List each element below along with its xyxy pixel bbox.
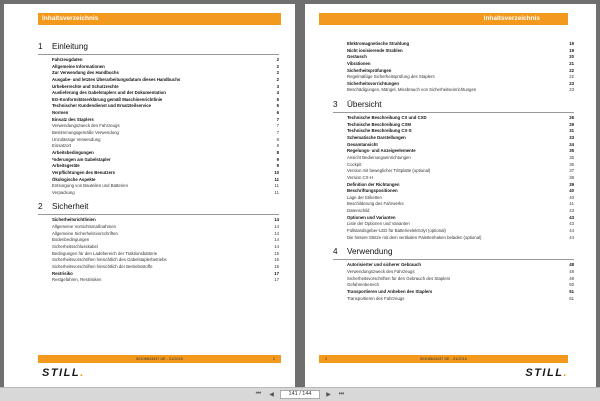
toc-entry[interactable]	[333, 74, 574, 81]
toc-entry[interactable]	[333, 61, 574, 68]
toc-entry-title: Beschriftungspositionen	[347, 188, 398, 194]
toc-entry-title: Ausgabe- und letztes Überarbeitungsdatum dieses Handbuchs	[52, 76, 181, 82]
toc-entry[interactable]	[38, 137, 279, 144]
toc-entry[interactable]	[333, 296, 574, 303]
toc-entry[interactable]	[38, 190, 279, 197]
logo-text: STILL	[42, 367, 81, 379]
toc-entry[interactable]	[333, 182, 574, 189]
toc-entry[interactable]	[38, 244, 279, 251]
toc-entry-page: 20	[569, 54, 574, 60]
toc-entry-page: 11	[274, 189, 279, 195]
toc-entry-page: 3	[276, 83, 279, 89]
toc-entry-title: Technische Beschreibung CX-S	[347, 128, 412, 134]
toc-entry-title: Beschädigungen, Mängel, Missbrauch von Sicherheitseinrichtungen	[347, 87, 477, 93]
page-footer	[319, 355, 568, 363]
toc-entry-page: 14	[274, 224, 279, 230]
toc-entry[interactable]	[333, 221, 574, 228]
toc-entry-title: Elektromagnetische Strahlung	[347, 41, 410, 46]
toc-entry-title: Einsatzort	[52, 143, 72, 149]
toc-entry-title: Sicherheitsvorschriften hinsichtlich des Gabelstaplerbetriebs	[52, 257, 167, 263]
toc-entry-title: Sicherheitsvorschriften hinsichtlich der Betriebsstoffe	[52, 263, 153, 269]
toc-entry-title: Geräusch	[347, 54, 367, 60]
toc-entry[interactable]	[333, 276, 574, 283]
toc-entry-page: 5	[276, 103, 279, 109]
toc-entry-page: 37	[569, 168, 574, 174]
chapter-heading[interactable]	[333, 247, 574, 256]
page-indicator[interactable]: 141 / 144	[280, 390, 320, 399]
toc-entry-title: Regelungs- und Anzeigeelemente	[347, 148, 416, 154]
toc-entry-page: 22	[569, 74, 574, 80]
toc-entry[interactable]	[333, 128, 574, 135]
toc-entry-page: 8	[276, 149, 279, 155]
toc-entry[interactable]	[38, 103, 279, 110]
toc-entry-title: Die hintere Stütze mit dem vertikalen Palettenhaken beladen (optional)	[347, 234, 482, 240]
toc-entry-title: EG-Konformitätserklärung gemäß Maschinenrichtlinie	[52, 96, 163, 102]
toc-entry-title: Auslieferung des Gabelstaplers und der Dokumentation	[52, 90, 166, 96]
toc-entry[interactable]	[333, 41, 574, 48]
toc-entry[interactable]	[38, 57, 279, 64]
toc-entry-page: 48	[569, 275, 574, 281]
toc-entry-page: 43	[569, 214, 574, 220]
toc-entry[interactable]	[333, 235, 574, 242]
toc-entry[interactable]	[38, 143, 279, 150]
toc-entry[interactable]	[333, 269, 574, 276]
still-logo: STILL.	[42, 367, 85, 379]
toc-entry-title: Autorisierter und sicherer Gebrauch	[347, 262, 422, 268]
toc-entry-title: Verwendungszweck des Fahrzeugs	[347, 268, 415, 274]
toc-entry-title: Entsorgung von Bauteilen und Batterien	[52, 183, 128, 189]
logo-text: STILL	[525, 367, 564, 379]
toc-entry-title: Sicherheitsvorrichtungen	[347, 80, 400, 86]
chapter-title: Verwendung	[347, 247, 393, 257]
toc-entry-page: 9	[276, 163, 279, 169]
toc-entry[interactable]	[333, 155, 574, 162]
toc-entry-page: 34	[569, 141, 574, 147]
footer-page-number: 2	[325, 357, 328, 361]
toc-entry[interactable]	[333, 81, 574, 88]
toc-entry-title: Urheberrechte und Schutzrechte	[52, 83, 119, 89]
left-page	[4, 4, 295, 387]
toc-entry-title: Allgemeine Vorsichtsmaßnahmen	[52, 224, 117, 230]
toc-entry[interactable]	[38, 257, 279, 264]
toc-entry-title: Allgemeine Informationen	[52, 63, 105, 69]
toc-entry-title: Technischer Kundendienst und Ersatzteilservice	[52, 103, 152, 109]
toc-entry-page: 10	[274, 169, 279, 175]
toc-entry-title: Sicherheitsvorschriften für den Gebrauch des Staplers	[347, 275, 451, 281]
toc-entry-title: Vibrationen	[347, 60, 371, 66]
toc-entry-title: Verwendungszweck des Fahrzeugs	[52, 123, 120, 129]
toc-entry[interactable]	[38, 123, 279, 130]
right-page	[305, 4, 596, 387]
toc-entry-title: Bestimmungsgemäße Verwendung	[52, 130, 119, 136]
toc-entry-title: Verpflichtungen des Benutzers	[52, 169, 116, 175]
toc-entry-title: Verpackung	[52, 189, 75, 195]
toc-entry[interactable]	[38, 163, 279, 170]
toc-entry-page: 35	[569, 154, 574, 160]
toc-entry-title: Arbeitsgeräte	[52, 163, 80, 169]
toc-entry-page: 7	[276, 123, 279, 129]
chapter-number: 4	[333, 247, 338, 257]
toc-entry-page: 44	[569, 228, 574, 234]
toc-entry-page: 48	[569, 268, 574, 274]
toc-entry-title: Gesamtansicht	[347, 141, 378, 147]
toc-entry-title: Beschilderung des Fahrwerks	[347, 201, 404, 207]
footer-page-number: 1	[272, 357, 275, 361]
toc-entry[interactable]	[38, 264, 279, 271]
toc-entry-title: Version CX-H	[347, 174, 374, 180]
toc-entry-page: 14	[274, 244, 279, 250]
toc-entry-page: 14	[274, 230, 279, 236]
toc-entry-page: 48	[569, 262, 574, 268]
toc-entry[interactable]	[38, 97, 279, 104]
chapter-number: 1	[38, 42, 43, 51]
toc-entry-title: Technische Beschreibung CXM	[347, 121, 411, 127]
footer-doc-number: 50108643437 DE - 01/2016	[136, 357, 183, 361]
toc-entry-page: 7	[276, 130, 279, 136]
toc-entry-page: 43	[569, 208, 574, 214]
toc-entry-page: 4	[276, 90, 279, 96]
toc-entry[interactable]	[333, 135, 574, 142]
toc-entry[interactable]	[333, 262, 574, 269]
toc-entry-page: 21	[569, 60, 574, 66]
toc-entry-page: 22	[569, 67, 574, 73]
chapter-heading[interactable]	[38, 42, 279, 51]
toc-entry[interactable]	[38, 70, 279, 77]
toc-entry-page: 6	[276, 110, 279, 116]
page-header: Inhaltsverzeichnis	[38, 13, 281, 25]
toc-entry[interactable]	[38, 150, 279, 157]
toc-entry[interactable]	[333, 195, 574, 202]
toc-entry-page: 15	[274, 250, 279, 256]
toc-entry-title: Fahrzeugdaten	[52, 57, 83, 62]
toc-entry[interactable]	[38, 231, 279, 238]
toc-entry-title: Ökologische Aspekte	[52, 176, 96, 182]
toc-entry[interactable]	[38, 84, 279, 91]
toc-entry[interactable]	[333, 201, 574, 208]
toc-entry-title: Allgemeine Sicherheitsvorschriften	[52, 230, 118, 236]
toc-entry[interactable]	[38, 77, 279, 84]
toc-entry-page: 40	[569, 194, 574, 200]
toc-entry[interactable]	[38, 117, 279, 124]
toc-entry[interactable]	[333, 87, 574, 94]
toc-entry-page: 19	[569, 41, 574, 46]
toc-entry-title: Bodenbedingungen	[52, 237, 90, 243]
toc-entry[interactable]	[38, 271, 279, 278]
toc-entry[interactable]	[333, 282, 574, 289]
toc-entry-page: 15	[274, 257, 279, 263]
toc-entry[interactable]	[333, 54, 574, 61]
toc-entry-page: 14	[274, 237, 279, 243]
toc-entry-title: Definition der Richtungen	[347, 181, 400, 187]
toc-entry[interactable]	[38, 110, 279, 117]
toc-entry-page: 23	[569, 87, 574, 93]
chapter-rule	[333, 112, 574, 113]
toc-entry[interactable]	[38, 157, 279, 164]
still-logo: STILL.	[525, 367, 568, 379]
page-footer	[38, 355, 281, 363]
toc-entry-title: Sicherheitsschlusskabel	[52, 244, 98, 250]
last-page-icon[interactable]: ⏭	[338, 391, 345, 397]
toc-entry-title: Liste der Optionen und Varianten	[347, 221, 410, 227]
toc-entry-page: 39	[569, 181, 574, 187]
toc-entry[interactable]	[38, 217, 279, 224]
toc-entry[interactable]	[333, 68, 574, 75]
chapter-number: 3	[333, 100, 338, 110]
toc-entry[interactable]	[333, 142, 574, 149]
toc-entry-page: 36	[569, 161, 574, 167]
toc-entry-title: Füllstandsgeber-LED für Batterieelektrolyt (optional)	[347, 228, 446, 234]
chapter-title: Einleitung	[52, 42, 88, 51]
toc-entry-title: Bedingungen für den Ladebereich der Traktionsbatterie	[52, 250, 158, 256]
toc-entry[interactable]	[38, 237, 279, 244]
toc-entry-page: 8	[276, 143, 279, 149]
toc-entry-page: 5	[276, 96, 279, 102]
chapter-rule	[38, 54, 279, 55]
toc-entry-page: 26	[569, 115, 574, 121]
toc-entry-title: Zur Verwendung des Handbuchs	[52, 70, 119, 76]
toc-entry-title: Sicherheitsprüfungen	[347, 67, 392, 73]
chapter-heading[interactable]	[38, 202, 279, 211]
toc-entry[interactable]	[333, 208, 574, 215]
toc-entry-title: Normen	[52, 110, 69, 116]
toc-entry-title: Arbeitsbedingungen	[52, 149, 94, 155]
toc-entry[interactable]	[333, 162, 574, 169]
toc-entry[interactable]	[38, 90, 279, 97]
toc-entry[interactable]	[333, 148, 574, 155]
toc-entry[interactable]	[333, 289, 574, 296]
toc-entry[interactable]	[333, 168, 574, 175]
toc-entry-page: 2	[276, 63, 279, 69]
toc-entry-title: Nicht ionisierende Strahlen	[347, 47, 403, 53]
toc-entry[interactable]	[333, 175, 574, 182]
chapter-rule	[38, 214, 279, 215]
toc-entry-page: 51	[569, 288, 574, 294]
toc-entry[interactable]	[38, 183, 279, 190]
toc-entry-title: Restgefahren, Restrisiken	[52, 277, 102, 283]
toc-entry-page: 2	[276, 76, 279, 82]
footer-doc-number: 50108643437 DE - 01/2016	[420, 357, 467, 361]
toc-entry-page: 41	[569, 201, 574, 207]
toc-entry-page: 7	[276, 116, 279, 122]
page-header: Inhaltsverzeichnis	[319, 13, 568, 25]
toc-entry[interactable]	[38, 170, 279, 177]
toc-entry-page: 29	[569, 121, 574, 127]
toc-entry-page: 38	[569, 174, 574, 180]
previous-page-icon[interactable]: ◀	[269, 392, 274, 398]
toc-entry-page: 14	[274, 217, 279, 223]
toc-entry-page: 17	[274, 270, 279, 276]
toc-entry-title: Lage der Etiketten	[347, 194, 382, 200]
viewer-toolbar	[0, 387, 600, 401]
chapter-heading[interactable]	[333, 100, 574, 109]
toc-entry-title: Gefahrenbereich	[347, 282, 380, 288]
toc-entry[interactable]	[333, 122, 574, 129]
first-page-icon[interactable]: ⏮	[255, 391, 262, 397]
chapter-title: Übersicht	[347, 100, 382, 110]
toc-entry-title: Schematische Darstellungen	[347, 135, 406, 141]
toc-entry-title: *nderungen am Gabelstapler	[52, 156, 111, 162]
toc-entry-page: 11	[274, 183, 279, 189]
toc-entry-title: Regelmäßige Sicherheitsprüfung des Staplers	[347, 74, 435, 80]
toc-entry-title: Datenschild	[347, 208, 370, 214]
toc-entry-title: Cockpit	[347, 161, 362, 167]
toc-entry-title: Version mit beweglicher Trittplatte (optional)	[347, 168, 431, 174]
toc-entry-page: 17	[274, 277, 279, 283]
toc-entry-page: 11	[274, 176, 279, 182]
toc-entry-title: Transportieren des Fahrzeugs	[347, 295, 405, 301]
toc-entry[interactable]	[38, 64, 279, 71]
toc-entry-page: 2	[276, 57, 279, 62]
toc-entry-page: 31	[569, 128, 574, 134]
toc-entry-page: 8	[276, 136, 279, 142]
toc-entry-page: 16	[274, 263, 279, 269]
toc-entry[interactable]	[38, 130, 279, 137]
toc-content	[38, 42, 279, 284]
next-page-icon[interactable]: ▶	[326, 392, 331, 398]
toc-entry-title: Sicherheitsrichtlinien	[52, 217, 96, 223]
toc-entry-page: 35	[569, 148, 574, 154]
toc-entry-title: Optionen und Varianten	[347, 214, 396, 220]
toc-entry-title: Ansicht Bedienungseinrichtungen	[347, 154, 411, 160]
toc-entry-page: 44	[569, 234, 574, 240]
toc-entry[interactable]	[38, 251, 279, 258]
toc-entry-title: Technische Beschreibung CX und CXD	[347, 115, 427, 121]
toc-entry-page: 19	[569, 47, 574, 53]
toc-entry-page: 33	[569, 135, 574, 141]
toc-entry[interactable]	[333, 215, 574, 222]
chapter-number: 2	[38, 202, 43, 212]
toc-entry[interactable]	[38, 277, 279, 284]
toc-entry-page: 40	[569, 188, 574, 194]
toc-entry-title: Einsatz des Staplers	[52, 116, 94, 122]
toc-entry-title: Transportieren und Anheben des Staplers	[347, 288, 433, 294]
toc-entry[interactable]	[38, 177, 279, 184]
chapter-rule	[333, 259, 574, 260]
toc-entry[interactable]	[333, 48, 574, 55]
toc-entry-page: 9	[276, 156, 279, 162]
toc-entry-page: 2	[276, 70, 279, 76]
toc-entry-title: Restrisiko	[52, 270, 73, 276]
toc-entry[interactable]	[333, 228, 574, 235]
toc-entry[interactable]	[38, 224, 279, 231]
toc-entry[interactable]	[333, 188, 574, 195]
toc-entry-page: 23	[569, 80, 574, 86]
toc-content	[333, 41, 574, 302]
toc-entry-title: Unzulässige Verwendung	[52, 136, 101, 142]
toc-entry-page: 50	[569, 282, 574, 288]
chapter-title: Sicherheit	[52, 202, 89, 212]
toc-entry-page: 43	[569, 221, 574, 227]
toc-entry-page: 51	[569, 295, 574, 301]
toc-entry[interactable]	[333, 115, 574, 122]
